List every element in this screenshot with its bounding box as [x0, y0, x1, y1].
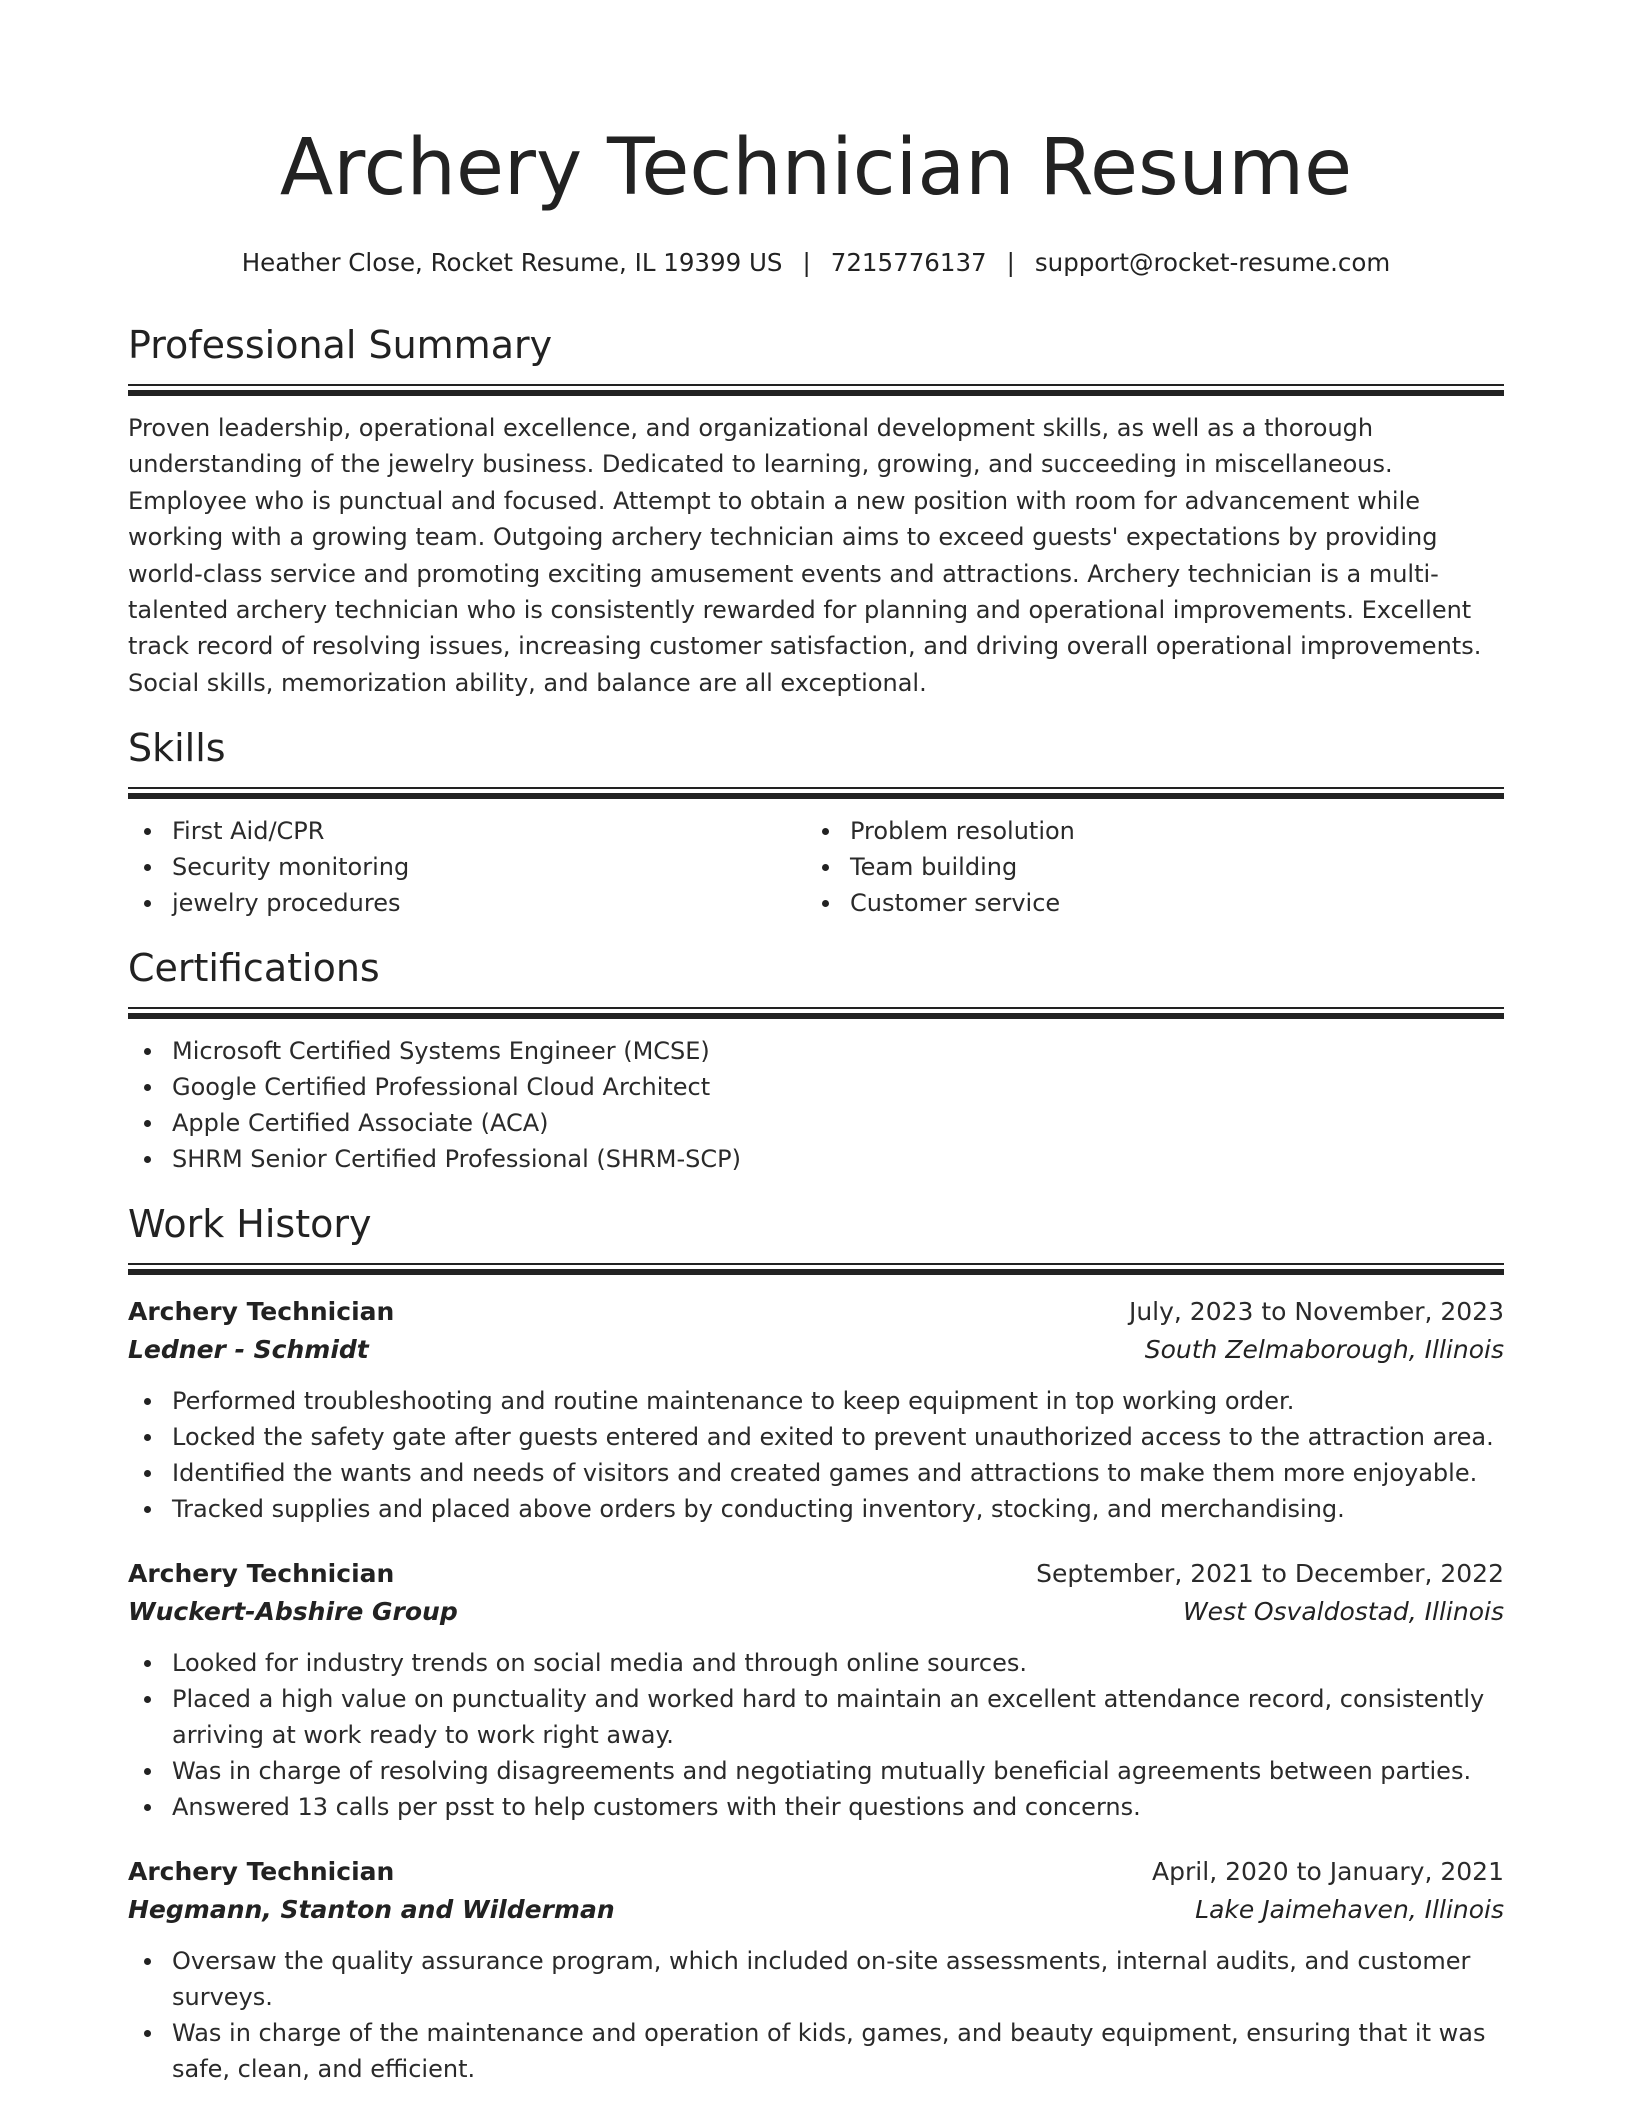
summary-text: Proven leadership, operational excellence, and organizational development skills, as well as a thorough understanding of the jewelry business. Dedicated to learning, growing, and succeeding in miscellaneous. Employee who is punctual and focused. Attempt to obtain a new position with room for advancement while working with a growing team. Outgoing archery technician aims to exceed guests' expectations by providing world-class service and promoting exciting amusement events and attractions. Archery technician is a multi-talented archery technician who is consistently rewarded for planning and operational improvements. Excellent track record of resolving issues, increasing customer satisfaction, and driving overall operational improvements. Social skills, memorization ability, and balance are all exceptional. [128, 414, 1482, 697]
job-location: Lake Jaimehaven, Illinois [1195, 1895, 1504, 1925]
work-history-heading: Work History [128, 1202, 372, 1247]
contact-line [128, 246, 1504, 280]
job-bullet: Answered 13 calls per psst to help customers with their questions and concerns. [128, 1789, 1504, 1825]
certifications-list [128, 1033, 1504, 1177]
job-bullet: Oversaw the quality assurance program, which included on-site assessments, internal audits, and customer surveys. [128, 1943, 1504, 2015]
job-dates: July, 2023 to November, 2023 [1128, 1297, 1504, 1327]
job-company-row [128, 1331, 1504, 1369]
job-bullet: Performed troubleshooting and routine maintenance to keep equipment in top working order. [128, 1383, 1504, 1419]
contact-address: Heather Close, Rocket Resume, IL 19399 US [241, 248, 783, 277]
job-location: South Zelmaborough, Illinois [1144, 1335, 1504, 1365]
job-company-row [128, 1593, 1504, 1631]
job-header-row [128, 1293, 1504, 1331]
job-header-row [128, 1555, 1504, 1593]
skill-item: jewelry procedures [128, 885, 806, 921]
certification-item: Apple Certified Associate (ACA) [128, 1105, 1504, 1141]
job-bullet: Placed a high value on punctuality and worked hard to maintain an excellent attendance record, consistently arriving at work ready to work right away. [128, 1681, 1504, 1753]
skills-list-left [128, 813, 806, 921]
certification-item: Google Certified Professional Cloud Architect [128, 1069, 1504, 1105]
job-bullet: Locked the safety gate after guests entered and exited to prevent unauthorized access to the attraction area. [128, 1419, 1504, 1455]
job-title: Archery Technician [128, 1559, 395, 1589]
job-bullet: Identified the wants and needs of visitors and created games and attractions to make them more enjoyable. [128, 1455, 1504, 1491]
work-history-section [128, 1199, 1504, 2087]
job-title: Archery Technician [128, 1297, 395, 1327]
contact-email[interactable]: support@rocket-resume.com [1034, 248, 1391, 277]
certification-item: Microsoft Certified Systems Engineer (MCSE) [128, 1033, 1504, 1069]
job-bullet: Looked for industry trends on social media and through online sources. [128, 1645, 1504, 1681]
job-title: Archery Technician [128, 1857, 395, 1887]
skill-item: Problem resolution [806, 813, 1484, 849]
job-bullet-list [128, 1383, 1504, 1527]
job-company: Ledner - Schmidt [128, 1335, 369, 1365]
job-dates: September, 2021 to December, 2022 [1036, 1559, 1504, 1589]
skills-list-right [806, 813, 1484, 921]
certification-item: SHRM Senior Certified Professional (SHRM-SCP) [128, 1141, 1504, 1177]
summary-section [128, 320, 1504, 701]
job-company-row [128, 1891, 1504, 1929]
job-bullet: Was in charge of the maintenance and operation of kids, games, and beauty equipment, ensuring that it was safe, clean, and efficient. [128, 2015, 1504, 2087]
job-company: Wuckert-Abshire Group [128, 1597, 458, 1627]
contact-phone: 7215776137 [830, 248, 987, 277]
contact-separator: | [802, 248, 811, 277]
section-divider [128, 1007, 1504, 1019]
section-divider [128, 787, 1504, 799]
section-divider [128, 1263, 1504, 1275]
job-bullet-list [128, 1943, 1504, 2087]
job-bullet: Tracked supplies and placed above orders by conducting inventory, stocking, and merchandising. [128, 1491, 1504, 1527]
skill-item: Security monitoring [128, 849, 806, 885]
skill-item: Customer service [806, 885, 1484, 921]
skill-item: First Aid/CPR [128, 813, 806, 849]
job-bullet-list [128, 1645, 1504, 1825]
job-location: West Osvaldostad, Illinois [1182, 1597, 1504, 1627]
section-divider [128, 384, 1504, 396]
job-entry [128, 1555, 1504, 1825]
contact-separator: | [1006, 248, 1015, 277]
skills-heading: Skills [128, 726, 226, 771]
job-company: Hegmann, Stanton and Wilderman [128, 1895, 615, 1925]
job-entry [128, 1853, 1504, 2087]
resume-title: Archery Technician Resume [279, 123, 1353, 213]
resume-page [128, 0, 1504, 2087]
certifications-heading: Certifications [128, 946, 380, 991]
job-bullet: Was in charge of resolving disagreements and negotiating mutually beneficial agreements between parties. [128, 1753, 1504, 1789]
skills-section [128, 723, 1504, 921]
job-entry [128, 1293, 1504, 1527]
certifications-section [128, 943, 1504, 1177]
job-dates: April, 2020 to January, 2021 [1152, 1857, 1504, 1887]
summary-heading: Professional Summary [128, 323, 553, 367]
skill-item: Team building [806, 849, 1484, 885]
skills-grid [128, 813, 1504, 921]
job-header-row [128, 1853, 1504, 1891]
